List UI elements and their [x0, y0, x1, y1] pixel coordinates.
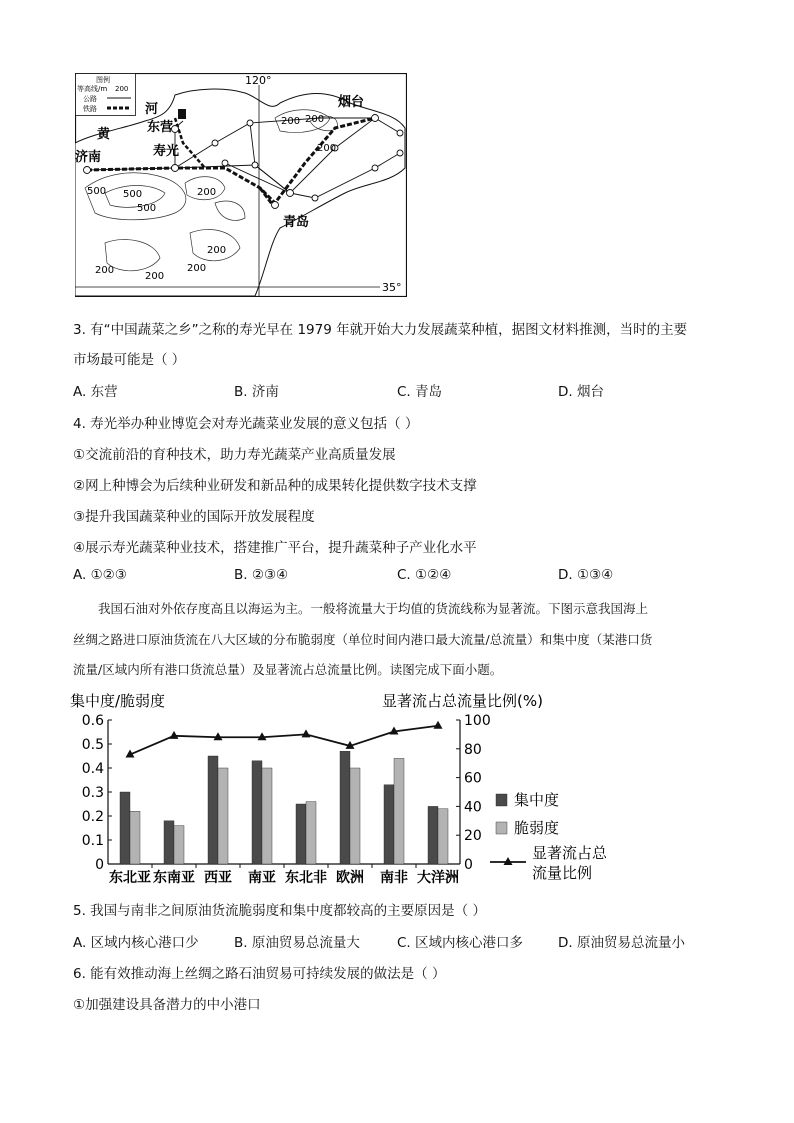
q5-option-b[interactable]: B. 原油贸易总流量大: [234, 935, 360, 951]
lat-label: 35°: [382, 281, 402, 294]
place-he: 河: [145, 102, 159, 117]
legend-contour-value: 200: [115, 85, 129, 93]
bar-脆弱度-南亚: [262, 768, 272, 864]
legend-rail-label: 铁路: [83, 105, 97, 113]
y-left-tick-label: 0.6: [81, 713, 104, 729]
legend-swatch-脆弱度: [496, 822, 507, 834]
q3-stem-line1: 3. 有“中国蔬菜之乡”之称的寿光早在 1979 年就开始大力发展蔬菜种植，据图文材料推测，当时的主要: [73, 322, 688, 338]
bar-集中度-南亚: [252, 761, 262, 864]
svg-text:200: 200: [281, 116, 301, 127]
y-right-tick-label: 20: [464, 828, 482, 845]
bar-集中度-东北非: [296, 804, 306, 864]
q3-stem-line2: 市场最可能是（ ）: [73, 352, 186, 368]
bar-脆弱度-大洋洲: [438, 809, 448, 864]
svg-text:200: 200: [317, 143, 337, 154]
passage-line3: 流量/区域内所有港口货流总量）及显著流占总流量比例。读图完成下面小题。: [73, 662, 503, 677]
oil-flow-chart: [68, 690, 628, 890]
y-left-tick-label: 0.5: [81, 737, 104, 753]
oilfield-icon: [178, 109, 186, 119]
q6-stem: 6. 能有效推动海上丝绸之路石油贸易可持续发展的做法是（ ）: [73, 966, 446, 982]
x-tick-label: 大洋洲: [417, 870, 459, 886]
legend-title: 图例: [96, 76, 110, 84]
bar-集中度-西亚: [208, 756, 218, 864]
svg-text:200: 200: [305, 114, 325, 125]
q4-option-b[interactable]: B. ②③④: [234, 567, 289, 583]
bar-脆弱度-西亚: [218, 768, 228, 864]
q3-option-a[interactable]: A. 东营: [73, 384, 118, 400]
x-tick-label: 南亚: [248, 870, 276, 886]
q5-option-a[interactable]: A. 区域内核心港口少: [73, 935, 199, 951]
y-left-tick-label: 0.2: [81, 809, 104, 825]
x-tick-label: 欧洲: [336, 870, 364, 886]
y-left-tick-label: 0.1: [81, 833, 104, 849]
passage-line2: 丝绸之路进口原油货流在八大区域的分布脆弱度（单位时间内港口最大流量/总流量）和集中度（某港口货: [73, 632, 653, 647]
q5-stem: 5. 我国与南非之间原油货流脆弱度和集中度都较高的主要原因是（ ）: [73, 903, 486, 919]
q4-item-1: ①交流前沿的育种技术，助力寿光蔬菜产业高质量发展: [73, 447, 396, 463]
line-point-东北非: [302, 729, 311, 737]
place-dongying: 东营: [147, 120, 174, 135]
q4-option-d[interactable]: D. ①③④: [558, 567, 614, 583]
svg-text:500: 500: [137, 203, 157, 214]
place-jinan: 济南: [75, 150, 102, 165]
x-tick-label: 南非: [380, 870, 408, 886]
q4-stem: 4. 寿光举办种业博览会对寿光蔬菜业发展的意义包括（ ）: [73, 416, 419, 432]
chart-title-right: 显著流占总流量比例(%): [382, 692, 543, 710]
q3-option-c[interactable]: C. 青岛: [397, 384, 443, 400]
q4-item-4: ④展示寿光蔬菜种业技术，搭建推广平台，提升蔬菜种子产业化水平: [73, 540, 477, 556]
lon-label: 120°: [245, 74, 272, 87]
legend-label-脆弱度: 脆弱度: [514, 819, 560, 837]
legend-line-label-2: 流量比例: [532, 864, 593, 882]
legend-swatch-集中度: [496, 794, 507, 806]
line-point-东南亚: [170, 731, 179, 739]
place-huang: 黄: [97, 127, 111, 142]
svg-text:200: 200: [197, 187, 217, 198]
q4-item-2: ②网上种博会为后续种业研发和新品种的成果转化提供数字技术支撑: [73, 478, 477, 494]
legend-contour-label: 等高线/m: [77, 85, 108, 93]
svg-text:200: 200: [95, 265, 115, 276]
legend-label-集中度: 集中度: [514, 791, 560, 809]
q4-item-3: ③提升我国蔬菜种业的国际开放发展程度: [73, 509, 315, 525]
shandong-map: [75, 73, 407, 297]
passage-line1: 我国石油对外依存度高且以海运为主。一般将流量大于均值的货流线称为显著流。下图示意我国海上: [98, 601, 649, 616]
legend-line-marker: [504, 857, 513, 865]
q5-option-d[interactable]: D. 原油贸易总流量小: [558, 935, 685, 951]
bar-脆弱度-东北非: [306, 802, 316, 864]
bar-脆弱度-南非: [394, 758, 404, 864]
y-right-tick-label: 0: [464, 857, 473, 873]
q5-option-c[interactable]: C. 区域内核心港口多: [397, 935, 524, 951]
map-svg: [75, 73, 407, 297]
x-tick-label: 西亚: [204, 870, 232, 886]
bar-集中度-东北亚: [120, 792, 130, 864]
chart-svg: [68, 690, 628, 890]
x-tick-label: 东北亚: [109, 870, 151, 886]
x-tick-label: 东南亚: [153, 870, 195, 886]
q4-option-c[interactable]: C. ①②④: [397, 567, 452, 583]
bar-集中度-南非: [384, 785, 394, 864]
bar-集中度-欧洲: [340, 751, 350, 864]
map-legend: [76, 74, 136, 116]
bar-集中度-大洋洲: [428, 806, 438, 864]
svg-text:500: 500: [87, 186, 107, 197]
legend-line-label-1: 显著流占总: [532, 844, 608, 862]
legend-road-label: 公路: [83, 95, 97, 103]
chart-title-left: 集中度/脆弱度: [70, 692, 166, 710]
bar-脆弱度-欧洲: [350, 768, 360, 864]
place-yantai: 烟台: [338, 95, 365, 110]
place-qingdao: 青岛: [283, 215, 310, 230]
svg-text:500: 500: [123, 189, 143, 200]
svg-text:200: 200: [145, 271, 165, 282]
y-right-tick-label: 100: [464, 713, 491, 729]
y-left-tick-label: 0.3: [81, 785, 104, 801]
line-point-大洋洲: [434, 721, 443, 729]
y-right-tick-label: 60: [464, 770, 482, 787]
bar-脆弱度-东北亚: [130, 811, 140, 864]
x-tick-label: 东北非: [285, 870, 327, 886]
y-right-tick-label: 40: [464, 799, 482, 816]
q4-option-a[interactable]: A. ①②③: [73, 567, 127, 583]
q6-item-1: ①加强建设具备潜力的中小港口: [73, 997, 261, 1013]
y-right-tick-label: 80: [464, 741, 482, 758]
y-left-tick-label: 0: [95, 857, 104, 873]
svg-text:200: 200: [207, 245, 227, 256]
svg-text:200: 200: [187, 263, 207, 274]
q3-option-b[interactable]: B. 济南: [234, 384, 279, 400]
line-series: [130, 726, 438, 755]
bar-集中度-东南亚: [164, 821, 174, 864]
bar-脆弱度-东南亚: [174, 826, 184, 864]
y-left-tick-label: 0.4: [81, 761, 104, 777]
q3-option-d[interactable]: D. 烟台: [558, 384, 604, 400]
place-shouguang: 寿光: [153, 144, 180, 159]
